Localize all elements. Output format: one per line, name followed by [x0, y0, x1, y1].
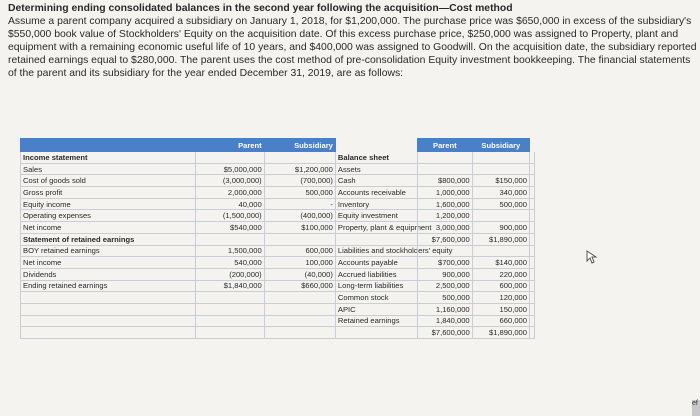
balance-value-row	[418, 222, 530, 234]
balance-label: Long-term liabilities	[335, 280, 534, 292]
parent-value: 2,000,000	[195, 187, 264, 199]
row-label	[21, 315, 196, 327]
subsidiary-value: 600,000	[472, 280, 529, 292]
subsidiary-value	[472, 163, 529, 175]
balance-value-row	[418, 303, 530, 315]
row-label: Operating expenses	[21, 210, 196, 222]
parent-value: $540,000	[195, 222, 264, 234]
parent-value: 500,000	[418, 292, 473, 304]
parent-value: 1,500,000	[195, 245, 264, 257]
parent-value: $7,600,000	[418, 327, 473, 339]
parent-value: 540,000	[195, 257, 264, 269]
subsidiary-value: 900,000	[472, 222, 529, 234]
balance-label: Common stock	[335, 292, 534, 304]
balance-label: Assets	[335, 163, 534, 175]
row-label	[21, 303, 196, 315]
balance-value-row	[418, 292, 530, 304]
balance-value-row	[418, 327, 530, 339]
subsidiary-value	[264, 292, 335, 304]
parent-value: 1,840,000	[418, 315, 473, 327]
row-label: Net income	[21, 257, 196, 269]
parent-value: 2,500,000	[418, 280, 473, 292]
parent-value: (1,500,000)	[195, 210, 264, 222]
parent-value	[195, 303, 264, 315]
balance-label: Balance sheet	[335, 152, 534, 164]
subsidiary-value: 660,000	[472, 315, 529, 327]
balance-value-row	[418, 210, 530, 222]
parent-value: (200,000)	[195, 268, 264, 280]
row-label: BOY retained earnings	[21, 245, 196, 257]
row-label: Net income	[21, 222, 196, 234]
balance-label: Equity investment	[335, 210, 534, 222]
balance-label: Retained earnings	[335, 315, 534, 327]
subsidiary-value: 600,000	[264, 245, 335, 257]
subsidiary-value	[472, 210, 529, 222]
balance-value-row	[418, 198, 530, 210]
balance-label: Liabilities and stockholders' equity	[335, 245, 534, 257]
balance-value-row	[418, 280, 530, 292]
balance-value-row	[418, 257, 530, 269]
subsidiary-value: $1,890,000	[472, 233, 529, 245]
parent-value: (3,000,000)	[195, 175, 264, 187]
row-label: Cost of goods sold	[21, 175, 196, 187]
problem-text	[8, 2, 698, 81]
balance-value-row	[418, 245, 530, 257]
row-label: Sales	[21, 163, 196, 175]
subsidiary-value: $100,000	[264, 222, 335, 234]
balance-value-row	[418, 315, 530, 327]
edge-fragment: ef	[692, 400, 700, 416]
row-label: Ending retained earnings	[21, 280, 196, 292]
row-label: Dividends	[21, 268, 196, 280]
parent-value	[195, 327, 264, 339]
header-parent: Parent	[195, 139, 264, 152]
subsidiary-value: (700,000)	[264, 175, 335, 187]
parent-value: $800,000	[418, 175, 473, 187]
row-label	[21, 292, 196, 304]
parent-value: 1,200,000	[418, 210, 473, 222]
problem-heading: Determining ending consolidated balances in the second year following the acquisition—Cost method	[8, 3, 513, 14]
subsidiary-value	[264, 303, 335, 315]
subsidiary-value: 500,000	[472, 198, 529, 210]
row-label: Equity income	[21, 198, 196, 210]
parent-value: $1,840,000	[195, 280, 264, 292]
header-subsidiary: Subsidiary	[264, 139, 335, 152]
balance-value-row	[418, 187, 530, 199]
balance-label: Inventory	[335, 198, 534, 210]
subsidiary-value: $1,890,000	[472, 327, 529, 339]
subsidiary-value: $150,000	[472, 175, 529, 187]
subsidiary-value: $1,200,000	[264, 163, 335, 175]
balance-value-row	[418, 268, 530, 280]
parent-value: 3,000,000	[418, 222, 473, 234]
balance-label: Accounts payable	[335, 257, 534, 269]
balance-sheet-values-table	[417, 138, 530, 339]
parent-value: 1,000,000	[418, 187, 473, 199]
subsidiary-value: 150,000	[472, 303, 529, 315]
balance-value-row	[418, 175, 530, 187]
parent-value	[418, 152, 473, 164]
subsidiary-value: $140,000	[472, 257, 529, 269]
subsidiary-value	[472, 245, 529, 257]
balance-label: Cash	[335, 175, 534, 187]
subsidiary-value	[264, 233, 335, 245]
subsidiary-value	[264, 152, 335, 164]
balance-label: APIC	[335, 303, 534, 315]
parent-value: 1,600,000	[418, 198, 473, 210]
balance-label: Accounts receivable	[335, 187, 534, 199]
header-subsidiary-right: Subsidiary	[472, 139, 529, 152]
subsidiary-value: 220,000	[472, 268, 529, 280]
balance-label: Accrued liabilities	[335, 268, 534, 280]
row-label	[21, 327, 196, 339]
parent-value: 40,000	[195, 198, 264, 210]
parent-value	[418, 245, 473, 257]
parent-value: $700,000	[418, 257, 473, 269]
parent-value	[195, 292, 264, 304]
subsidiary-value: 340,000	[472, 187, 529, 199]
parent-value: 1,160,000	[418, 303, 473, 315]
subsidiary-value: 100,000	[264, 257, 335, 269]
subsidiary-value	[264, 315, 335, 327]
parent-value: 900,000	[418, 268, 473, 280]
balance-value-row	[418, 233, 530, 245]
subsidiary-value: 120,000	[472, 292, 529, 304]
subsidiary-value	[264, 327, 335, 339]
parent-value	[418, 163, 473, 175]
subsidiary-value: (400,000)	[264, 210, 335, 222]
row-label: Gross profit	[21, 187, 196, 199]
header-parent-right: Parent	[418, 139, 473, 152]
row-label: Income statement	[21, 152, 196, 164]
parent-value: $5,000,000	[195, 163, 264, 175]
subsidiary-value: $660,000	[264, 280, 335, 292]
subsidiary-value: 500,000	[264, 187, 335, 199]
cursor-icon	[585, 250, 599, 264]
row-label: Statement of retained earnings	[21, 233, 196, 245]
subsidiary-value: -	[264, 198, 335, 210]
parent-value	[195, 152, 264, 164]
balance-value-row	[418, 163, 530, 175]
parent-value	[195, 315, 264, 327]
parent-value: $7,600,000	[418, 233, 473, 245]
subsidiary-value	[472, 152, 529, 164]
balance-value-row	[418, 152, 530, 164]
problem-body: Assume a parent company acquired a subsidiary on January 1, 2018, for $1,200,000. The purchase price was $650,000 in excess of the subsidiary's $550,000 book value of Stockholders' Equity on the acquisition date. Of this excess purchase price, $250,000 was assigned to Property, plant and equipment with a remaining economic useful life of 10 years, and $400,000 was assigned to Goodwill. On the acquisition date, the subsidiary reported retained earnings equal to $280,000. The parent uses the cost method of pre-consolidation Equity investment bookkeeping. The financial statements of the parent and its subsidiary for the year ended December 31, 2019, are as follows:	[8, 16, 697, 80]
balance-label: Property, plant & equipment	[335, 222, 534, 234]
parent-value	[195, 233, 264, 245]
subsidiary-value: (40,000)	[264, 268, 335, 280]
